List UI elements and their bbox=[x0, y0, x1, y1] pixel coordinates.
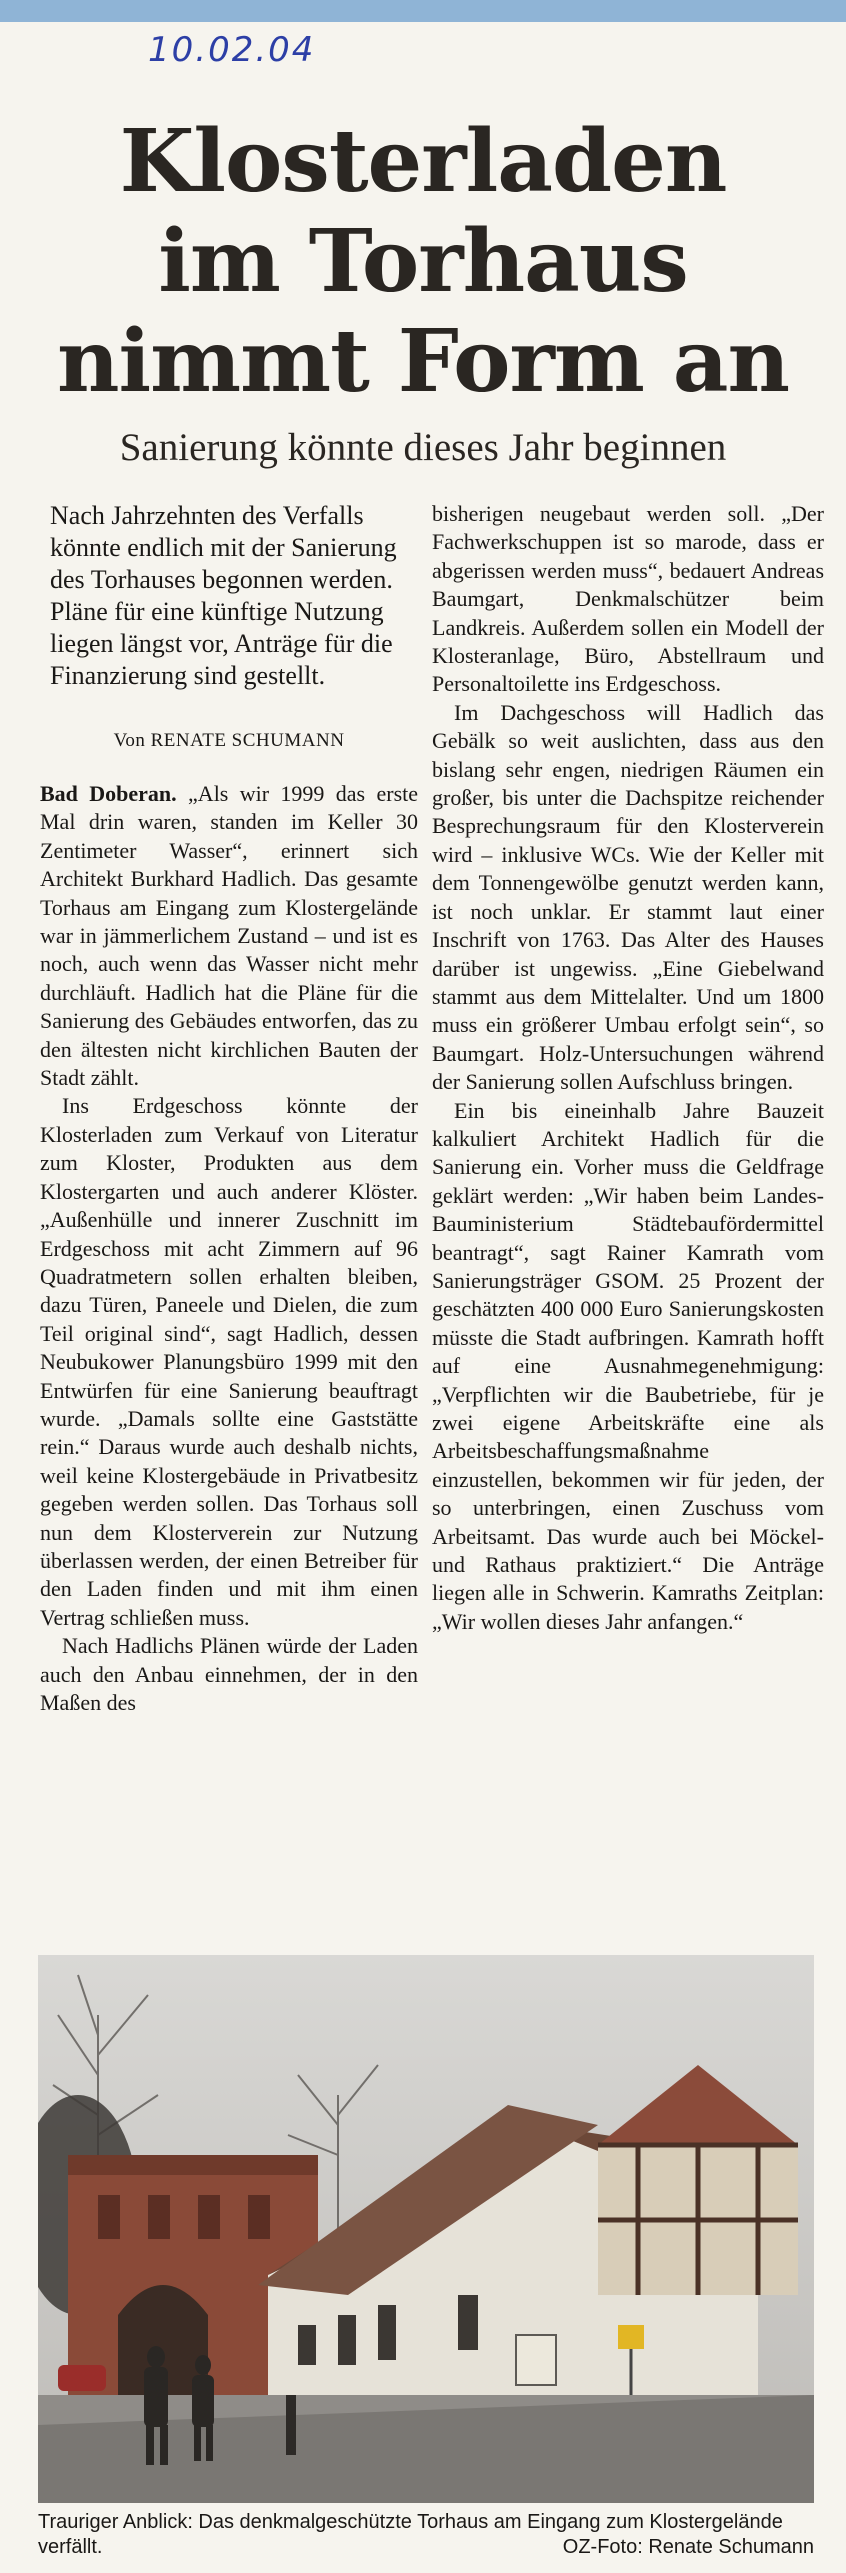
lead-paragraph: Nach Jahrzehnten des Verfalls könnte endlich mit der Sanierung des Torhauses begonnen werden. Pläne für eine künftige Nutzung liegen längst vor, Anträge für die Finanzierung sind gestellt. bbox=[50, 501, 397, 690]
body-paragraph: Im Dachgeschoss will Hadlich das Gebälk so weit auslichten, dass aus den bislang sehr engen, niedrigen Räumen ein großer, bis unter die Dachspitze reichender Besprechungsraum für den Klosterverein wird – inklusive WCs. Wie der Keller mit dem Tonnengewölbe genutzt werden kann, ist noch unklar. Er stammt laut einer Inschrift von 1763. Das Alter des Hauses darüber ist ungewiss. „Eine Giebelwand stammt aus dem Mittelalter. Und um 1800 muss ein größerer Umbau erfolgt sein“, so Baumgart. Holz-Untersuchungen während der Sanierung sollen Aufschluss bringen. bbox=[432, 699, 824, 1095]
subheadline: Sanierung könnte dieses Jahr beginnen bbox=[119, 426, 727, 469]
photo-credit: OZ-Foto: Renate Schumann bbox=[562, 2536, 814, 2558]
headline-line-1: Klosterladen bbox=[119, 111, 727, 212]
photo-caption: Trauriger Anblick: Das denkmalgeschützte Torhaus am Eingang zum Klostergelände verfällt. bbox=[38, 2511, 783, 2558]
byline: Von RENATE SCHUMANN bbox=[113, 730, 345, 751]
body-paragraph: Nach Hadlichs Plänen würde der Laden auch den Anbau einnehmen, der in den Maßen des bbox=[40, 1633, 418, 1715]
headline-line-3: nimmt Form an bbox=[56, 311, 790, 412]
scan-top-strip bbox=[0, 0, 846, 22]
dateline: Bad Doberan. bbox=[40, 781, 177, 806]
headline-line-2: im Torhaus bbox=[158, 211, 688, 312]
body-paragraph: bisherigen neugebaut werden soll. „Der Fachwerkschuppen ist so marode, dass er abgerissen werden muss“, bedauert Andreas Baumgart, Denkmalschützer beim Landkreis. Außerdem sollen ein Modell der Klosteranlage, Büro, Abstellraum und Personaltoilette ins Erdgeschoss. bbox=[432, 501, 824, 697]
article-column-right bbox=[432, 500, 824, 1636]
headline bbox=[0, 112, 846, 412]
body-paragraph: Ins Erdgeschoss könnte der Klosterladen zum Verkauf von Literatur zum Kloster, Produkten aus dem Klostergarten und auch anderer Klöster. „Außenhülle und innerer Zuschnitt im Erdgeschoss mit acht Zimmern auf 96 Quadratmetern sollen erhalten bleiben, dazu Türen, Paneele und Dielen, die zum Teil original sind“, sagt Hadlich, dessen Neubukower Planungsbüro 1999 mit den Entwürfen für eine Sanierung beauftragt wurde. „Damals sollte eine Gaststätte rein.“ Daraus wurde auch deshalb nichts, weil keine Klostergebäude in Privatbesitz gegeben werden sollen. Das Torhaus soll nun dem Klosterverein zur Nutzung überlassen werden, der einen Betreiber für den Laden finden und mit ihm einen Vertrag schließen muss. bbox=[40, 1093, 418, 1630]
article-photo bbox=[38, 1955, 814, 2503]
body-paragraph-text: „Als wir 1999 das erste Mal drin waren, standen im Keller 30 Zentimeter Wasser“, erinnert sich Architekt Burkhard Hadlich. Das gesamte Torhaus am Eingang zum Klostergelände war in jämmerlichem Zustand – und ist es noch, auch wenn das Wasser nicht mehr durchläuft. Hadlich hat die Pläne für die Sanierung des Gebäudes entworfen, das zu den ältesten nicht kirchlichen Bauten der Stadt zählt. bbox=[40, 781, 419, 1091]
body-paragraph: Ein bis eineinhalb Jahre Bauzeit kalkuliert Architekt Hadlich für die Sanierung ein. Vorher muss die Geldfrage geklärt werden: „Wir haben beim Landes-Bauministerium Städtebaufördermittel beantragt“, sagt Rainer Kamrath vom Sanierungsträger GSOM. 25 Prozent der geschätzten 400 000 Euro Sanierungskosten müsste die Stadt aufbringen. Kamrath hofft auf eine Ausnahmegenehmigung: „Verpflichten wir die Baubetriebe, für je zwei eigene Arbeitskräfte eine als Arbeitsbeschaffungsmaßnahme einzustellen, bekommen wir für jeden, der so unterbringen, einen Zuschuss vom Arbeitsamt. Das wurde auch bei Möckel- und Rathaus praktiziert.“ Die Anträge liegen alle in Schwerin. Kamraths Zeitplan: „Wir wollen dieses Jahr anfangen.“ bbox=[432, 1097, 824, 1634]
article-column-left bbox=[40, 500, 418, 1717]
body-paragraph bbox=[40, 780, 418, 1092]
handwritten-date: 10.02.04 bbox=[148, 30, 316, 70]
torhaus-photo-illustration bbox=[38, 1955, 814, 2503]
